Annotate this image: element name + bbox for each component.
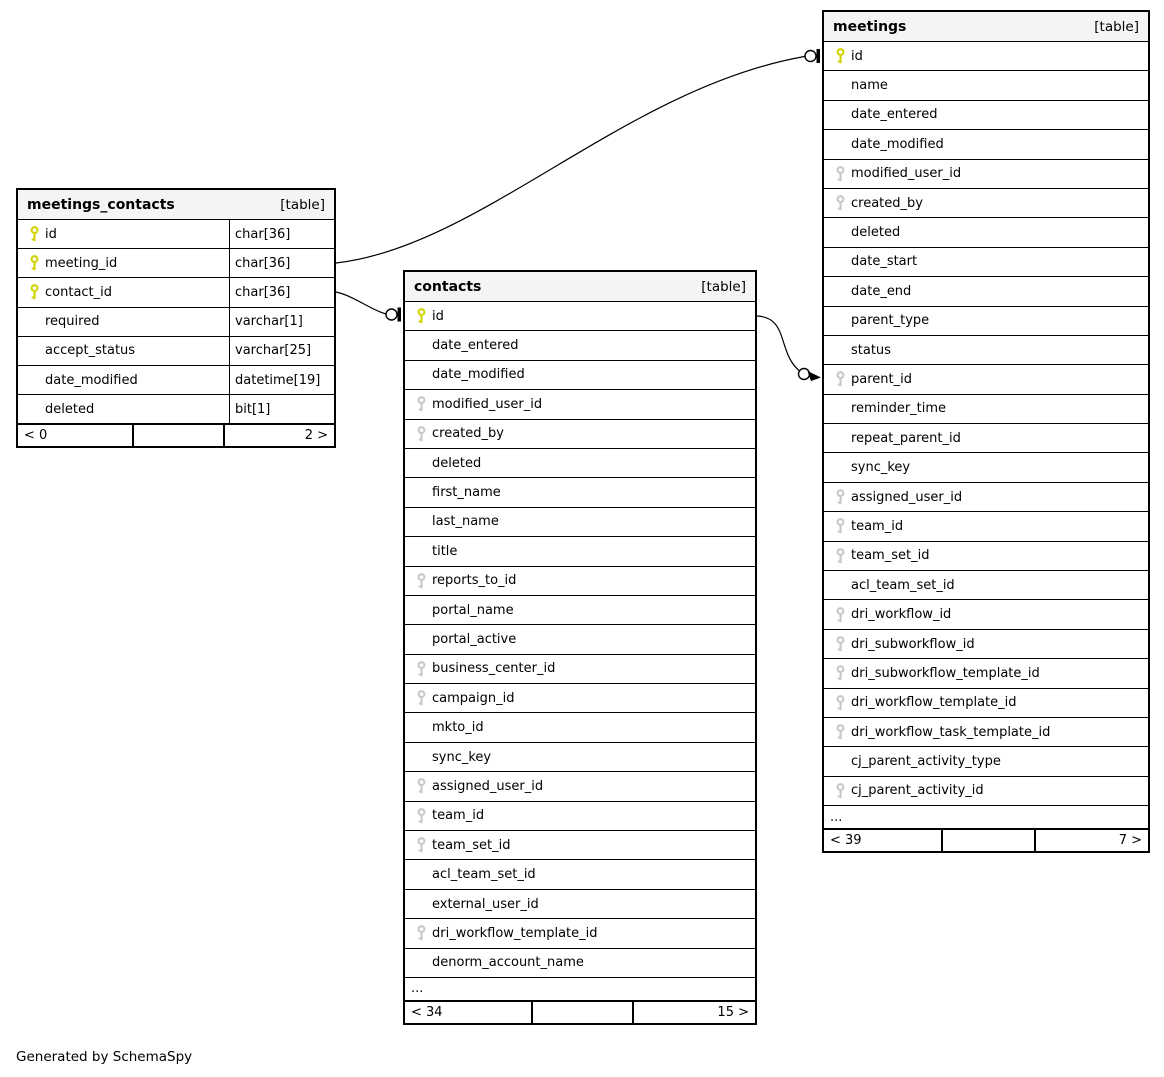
column-name: team_set_id — [851, 548, 930, 564]
foreign-key-icon — [835, 518, 851, 534]
table-footer — [18, 423, 334, 446]
column-type: bit[1] — [229, 395, 334, 423]
column-name: date_modified — [851, 136, 944, 152]
column-row-repeat_parent_id — [824, 423, 1148, 452]
column-row-dri_workflow_task_template_id — [824, 717, 1148, 746]
column-name: cj_parent_activity_type — [851, 754, 1001, 770]
table-tag: [table] — [701, 278, 746, 295]
column-name: parent_type — [851, 313, 930, 329]
column-name: assigned_user_id — [851, 489, 963, 505]
column-row-team_set_id — [824, 541, 1148, 570]
column-name: team_id — [851, 518, 904, 534]
column-name: name — [851, 78, 888, 94]
column-name: required — [45, 314, 100, 330]
column-name: id — [851, 48, 863, 64]
column-name: status — [851, 342, 891, 358]
column-row-date_entered — [824, 100, 1148, 129]
foreign-key-icon — [835, 695, 851, 711]
table-meetings_contacts — [16, 188, 336, 448]
column-name: deleted — [851, 225, 901, 241]
column-row-name — [824, 70, 1148, 99]
foreign-key-icon — [416, 690, 432, 706]
column-name: created_by — [851, 195, 923, 211]
column-name: meeting_id — [45, 255, 118, 271]
column-row-reminder_time — [824, 394, 1148, 423]
table-contacts — [403, 270, 757, 1025]
cardinality-circle — [386, 309, 397, 320]
column-row-dri_workflow_template_id — [824, 688, 1148, 717]
foreign-key-icon — [835, 607, 851, 623]
column-row-assigned_user_id — [824, 482, 1148, 511]
column-row-date_entered — [405, 330, 755, 359]
foreign-key-icon — [835, 371, 851, 387]
column-name: business_center_id — [432, 661, 556, 677]
column-row-dri_subworkflow_template_id — [824, 658, 1148, 687]
column-name: dri_subworkflow_id — [851, 636, 975, 652]
column-row-accept_status — [18, 336, 334, 365]
column-row-dri_workflow_id — [824, 599, 1148, 628]
footer-prev-count: < 0 — [24, 428, 48, 444]
generator-note: Generated by SchemaSpy — [16, 1049, 193, 1065]
column-name: portal_active — [432, 631, 517, 647]
column-name: date_entered — [851, 107, 938, 123]
column-row-id — [18, 219, 334, 248]
column-type: varchar[25] — [229, 337, 334, 365]
arrowhead-icon — [808, 371, 822, 381]
column-row-team_id — [405, 801, 755, 830]
footer-next-count: 15 > — [717, 1004, 749, 1020]
column-row-created_by — [824, 188, 1148, 217]
column-row-id — [405, 301, 755, 330]
column-name: denorm_account_name — [432, 955, 584, 971]
column-row-assigned_user_id — [405, 771, 755, 800]
column-row-team_id — [824, 511, 1148, 540]
column-row-acl_team_set_id — [824, 570, 1148, 599]
column-row-acl_team_set_id — [405, 859, 755, 888]
column-row-created_by — [405, 419, 755, 448]
column-name: assigned_user_id — [432, 778, 544, 794]
column-name: team_id — [432, 808, 485, 824]
foreign-key-icon — [835, 636, 851, 652]
foreign-key-icon — [416, 778, 432, 794]
column-name: dri_workflow_template_id — [432, 925, 598, 941]
foreign-key-icon — [835, 724, 851, 740]
footer-next-count: 7 > — [1118, 833, 1142, 849]
primary-key-icon — [29, 226, 45, 242]
foreign-key-icon — [416, 925, 432, 941]
column-name: parent_id — [851, 371, 912, 387]
column-name: team_set_id — [432, 837, 511, 853]
column-name: portal_name — [432, 602, 514, 618]
foreign-key-icon — [835, 783, 851, 799]
column-name: mkto_id — [432, 720, 484, 736]
column-row-date_modified — [824, 129, 1148, 158]
column-name: dri_subworkflow_template_id — [851, 665, 1040, 681]
foreign-key-icon — [835, 166, 851, 182]
column-row-first_name — [405, 477, 755, 506]
column-row-sync_key — [405, 742, 755, 771]
column-row-parent_id — [824, 364, 1148, 393]
column-row-modified_user_id — [824, 159, 1148, 188]
column-row-contact_id — [18, 277, 334, 306]
column-row-portal_name — [405, 595, 755, 624]
foreign-key-icon — [835, 665, 851, 681]
footer-middle-cell — [132, 425, 225, 446]
column-name: reminder_time — [851, 401, 947, 417]
footer-middle-cell — [941, 830, 1037, 851]
column-name: date_modified — [45, 372, 138, 388]
column-row-meeting_id — [18, 248, 334, 277]
column-name: dri_workflow_template_id — [851, 695, 1017, 711]
column-row-deleted — [405, 448, 755, 477]
column-name: accept_status — [45, 343, 136, 359]
column-row-deleted — [18, 394, 334, 423]
column-row-date_start — [824, 247, 1148, 276]
column-name: acl_team_set_id — [432, 867, 536, 883]
column-row-last_name — [405, 507, 755, 536]
primary-key-icon — [835, 48, 851, 64]
relationship-contacts-id-to-meetings-parent_id — [757, 316, 821, 381]
table-tag: [table] — [280, 196, 325, 213]
column-name: date_end — [851, 283, 912, 299]
column-row-mkto_id — [405, 712, 755, 741]
column-row-date_end — [824, 276, 1148, 305]
footer-prev-count: < 34 — [411, 1004, 443, 1020]
column-name: campaign_id — [432, 690, 515, 706]
column-name: first_name — [432, 485, 501, 501]
foreign-key-icon — [835, 489, 851, 505]
column-type: char[36] — [229, 249, 334, 277]
column-name: contact_id — [45, 284, 113, 300]
column-name: cj_parent_activity_id — [851, 783, 984, 799]
column-name: dri_workflow_id — [851, 607, 952, 623]
table-name[interactable]: meetings — [833, 18, 907, 35]
column-row-denorm_account_name — [405, 948, 755, 977]
column-row-modified_user_id — [405, 389, 755, 418]
column-name: date_entered — [432, 338, 519, 354]
column-name: deleted — [45, 401, 95, 417]
column-row-team_set_id — [405, 830, 755, 859]
column-type: datetime[19] — [229, 366, 334, 394]
column-name: title — [432, 543, 458, 559]
column-row-parent_type — [824, 306, 1148, 335]
column-name: created_by — [432, 426, 504, 442]
column-name: reports_to_id — [432, 573, 517, 589]
column-name: deleted — [432, 455, 482, 471]
column-name: external_user_id — [432, 896, 539, 912]
cardinality-circle — [799, 369, 810, 380]
foreign-key-icon — [416, 661, 432, 677]
column-row-portal_active — [405, 624, 755, 653]
more-columns-ellipsis: ... — [405, 977, 755, 1000]
column-name: date_start — [851, 254, 918, 270]
column-name: repeat_parent_id — [851, 430, 961, 446]
foreign-key-icon — [416, 837, 432, 853]
column-row-dri_subworkflow_id — [824, 629, 1148, 658]
column-type: char[36] — [229, 278, 334, 306]
footer-middle-cell — [531, 1002, 634, 1023]
table-header[interactable] — [405, 272, 755, 301]
column-row-id — [824, 41, 1148, 70]
column-type: char[36] — [229, 220, 334, 248]
foreign-key-icon — [416, 573, 432, 589]
column-name: sync_key — [851, 460, 911, 476]
column-row-external_user_id — [405, 889, 755, 918]
column-row-title — [405, 536, 755, 565]
cardinality-circle — [805, 51, 816, 62]
column-type: varchar[1] — [229, 308, 334, 336]
footer-prev-count: < 39 — [830, 833, 862, 849]
column-row-reports_to_id — [405, 566, 755, 595]
column-name: acl_team_set_id — [851, 577, 955, 593]
table-meetings — [822, 10, 1150, 853]
foreign-key-icon — [416, 396, 432, 412]
column-name: last_name — [432, 514, 499, 530]
relationship-meetings_contacts-contact_id-to-contacts-id — [336, 292, 401, 322]
column-name: sync_key — [432, 749, 492, 765]
table-tag: [table] — [1094, 18, 1139, 35]
column-row-cj_parent_activity_type — [824, 746, 1148, 775]
primary-key-icon — [416, 308, 432, 324]
cardinality-one-bar — [398, 308, 402, 322]
table-name[interactable]: meetings_contacts — [27, 196, 175, 213]
foreign-key-icon — [416, 426, 432, 442]
table-header[interactable] — [824, 12, 1148, 41]
column-row-required — [18, 307, 334, 336]
column-name: modified_user_id — [432, 396, 543, 412]
column-name: id — [432, 308, 444, 324]
column-row-dri_workflow_template_id — [405, 918, 755, 947]
column-row-cj_parent_activity_id — [824, 776, 1148, 805]
more-columns-ellipsis: ... — [824, 805, 1148, 828]
column-row-date_modified — [18, 365, 334, 394]
column-row-deleted — [824, 217, 1148, 246]
table-name[interactable]: contacts — [414, 278, 482, 295]
table-footer — [824, 828, 1148, 851]
column-row-date_modified — [405, 360, 755, 389]
column-name: dri_workflow_task_template_id — [851, 724, 1051, 740]
primary-key-icon — [29, 255, 45, 271]
column-name: date_modified — [432, 367, 525, 383]
table-footer — [405, 1000, 755, 1023]
cardinality-one-bar — [817, 49, 821, 63]
column-row-sync_key — [824, 452, 1148, 481]
table-header[interactable] — [18, 190, 334, 219]
column-name: id — [45, 226, 57, 242]
column-row-business_center_id — [405, 654, 755, 683]
foreign-key-icon — [835, 195, 851, 211]
primary-key-icon — [29, 284, 45, 300]
foreign-key-icon — [835, 548, 851, 564]
column-row-campaign_id — [405, 683, 755, 712]
footer-next-count: 2 > — [304, 428, 328, 444]
column-name: modified_user_id — [851, 166, 962, 182]
column-row-status — [824, 335, 1148, 364]
foreign-key-icon — [416, 808, 432, 824]
relationship-meetings_contacts-meeting_id-to-meetings-id — [336, 49, 820, 263]
